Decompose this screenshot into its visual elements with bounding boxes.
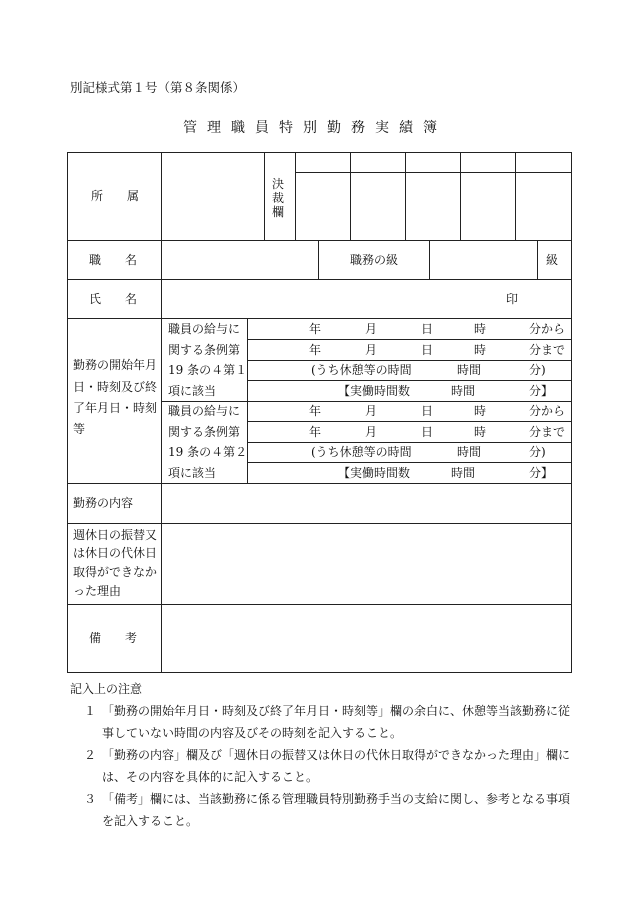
year-unit: 年 xyxy=(309,343,322,357)
table-border xyxy=(67,152,68,673)
instruction-number: ３ xyxy=(84,792,97,806)
instruction-text: 「勤務の開始年月日・時刻及び終了年月日・時刻等」欄の余白に、休憩等当該勤務に従事していない時間の内容及びその時刻を記入すること。 xyxy=(102,704,571,740)
hour-unit: 時 xyxy=(474,343,487,357)
period-label-line: 了年月日・時刻 xyxy=(73,401,158,415)
day-unit: 日 xyxy=(421,425,434,439)
row-divider xyxy=(67,240,572,241)
month-unit: 月 xyxy=(365,322,378,336)
hours-unit: 時間 xyxy=(451,466,476,480)
sub-row-divider xyxy=(247,360,572,361)
column-divider xyxy=(429,240,430,280)
row-divider xyxy=(67,604,572,605)
affiliation-label: 所 属 xyxy=(91,189,140,203)
column-divider xyxy=(318,240,319,280)
approval-label: 決裁欄 xyxy=(272,177,285,219)
hour-unit: 時 xyxy=(474,322,487,336)
row-divider xyxy=(67,279,572,280)
clause1-line: 関する条例第 xyxy=(168,343,241,357)
period-label-line: 勤務の開始年月 xyxy=(73,358,158,372)
instruction-item xyxy=(70,788,580,832)
clause1-line: 19 条の４第１ xyxy=(168,363,248,377)
approval-header-line xyxy=(295,172,572,173)
year-unit: 年 xyxy=(309,404,322,418)
reason-label-line: 取得ができなか xyxy=(73,565,158,579)
month-unit: 月 xyxy=(365,425,378,439)
instruction-text: 「備考」欄には、当該勤務に係る管理職員特別勤務手当の支給に関し、参考となる事項を記入すること。 xyxy=(102,792,571,828)
form-number: 別記様式第１号（第８条関係） xyxy=(70,80,246,95)
year-unit: 年 xyxy=(309,425,322,439)
reason-label-line: った理由 xyxy=(73,584,122,598)
actual-close: 分】 xyxy=(529,384,554,398)
sub-row-divider xyxy=(247,339,572,340)
column-divider xyxy=(295,152,296,241)
actual-open: 【実働時間数 xyxy=(338,384,411,398)
approval-column xyxy=(460,152,461,241)
approval-column xyxy=(515,152,516,241)
instructions xyxy=(70,678,580,832)
reason-label-line: は休日の代休日 xyxy=(73,546,158,560)
actual-close: 分】 xyxy=(529,466,554,480)
record-table xyxy=(67,152,572,673)
rest-close: 分) xyxy=(529,363,546,377)
instruction-item xyxy=(70,744,580,788)
rest-open: (うち休憩等の時間 xyxy=(311,445,412,459)
year-unit: 年 xyxy=(309,322,322,336)
rest-close: 分) xyxy=(529,445,546,459)
day-unit: 日 xyxy=(421,404,434,418)
table-border xyxy=(571,152,572,673)
sub-row-divider xyxy=(247,421,572,422)
row-divider xyxy=(67,523,572,524)
column-divider xyxy=(537,240,538,280)
sub-row-divider xyxy=(247,442,572,443)
clause2-line: 項に該当 xyxy=(168,466,217,480)
reason-label-line: 週休日の振替又 xyxy=(73,528,158,542)
hours-unit: 時間 xyxy=(457,445,482,459)
instruction-number: ２ xyxy=(84,748,97,762)
name-label: 氏 名 xyxy=(89,292,138,306)
clause2-line: 関する条例第 xyxy=(168,425,241,439)
row-divider xyxy=(161,401,572,402)
period-label-line: 日・時刻及び終 xyxy=(73,380,158,394)
label-column-divider xyxy=(161,152,162,673)
sub-row-divider xyxy=(247,462,572,463)
post-grade-label: 職務の級 xyxy=(350,253,399,267)
duty-content-label: 勤務の内容 xyxy=(73,496,134,510)
from-label: 分から xyxy=(529,322,566,336)
month-unit: 月 xyxy=(365,404,378,418)
month-unit: 月 xyxy=(365,343,378,357)
column-divider xyxy=(264,152,265,241)
sub-row-divider xyxy=(247,380,572,381)
post-title-label: 職 名 xyxy=(89,253,138,267)
seal-mark: 印 xyxy=(506,292,519,306)
instructions-heading: 記入上の注意 xyxy=(70,682,143,696)
row-divider xyxy=(67,483,572,484)
table-border xyxy=(67,152,572,153)
row-divider xyxy=(67,318,572,319)
approval-column xyxy=(405,152,406,241)
approval-column xyxy=(350,152,351,241)
until-label: 分まで xyxy=(529,343,566,357)
clause2-line: 職員の給与に xyxy=(168,404,241,418)
rest-open: (うち休憩等の時間 xyxy=(311,363,412,377)
table-border xyxy=(67,672,572,673)
instruction-text: 「勤務の内容」欄及び「週休日の振替又は休日の代休日取得ができなかった理由」欄には、その内容を具体的に記入すること。 xyxy=(102,748,571,784)
grade-suffix: 級 xyxy=(546,253,559,267)
until-label: 分まで xyxy=(529,425,566,439)
hour-unit: 時 xyxy=(474,404,487,418)
remarks-label: 備 考 xyxy=(89,631,138,645)
clause2-line: 19 条の４第２ xyxy=(168,445,248,459)
hours-unit: 時間 xyxy=(457,363,482,377)
instruction-number: １ xyxy=(84,704,97,718)
actual-open: 【実働時間数 xyxy=(338,466,411,480)
period-label-line: 等 xyxy=(73,422,86,436)
day-unit: 日 xyxy=(421,343,434,357)
document-title: 管理職員特別勤務実績簿 xyxy=(183,120,447,136)
instruction-item xyxy=(70,700,580,744)
from-label: 分から xyxy=(529,404,566,418)
hours-unit: 時間 xyxy=(451,384,476,398)
clause1-line: 職員の給与に xyxy=(168,322,241,336)
hour-unit: 時 xyxy=(474,425,487,439)
clause-column-divider xyxy=(247,318,248,484)
clause1-line: 項に該当 xyxy=(168,384,217,398)
day-unit: 日 xyxy=(421,322,434,336)
